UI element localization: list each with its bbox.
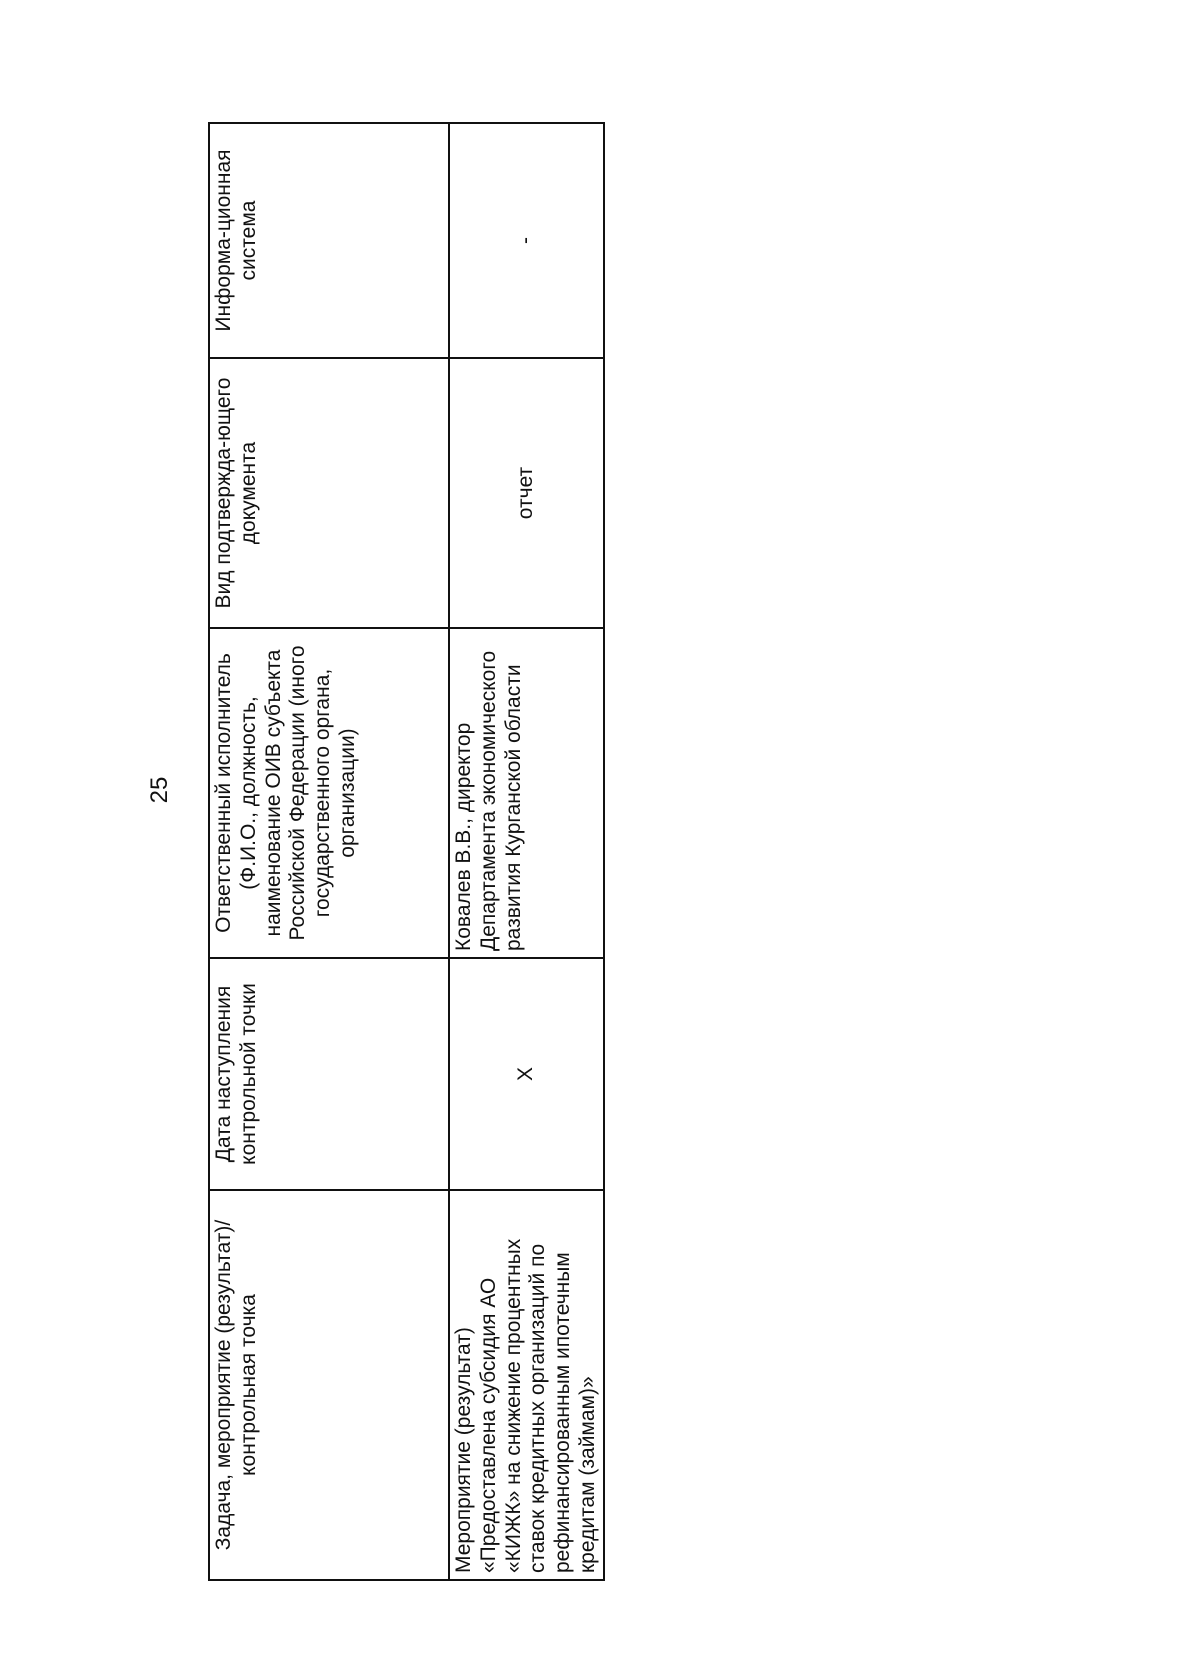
cell-document: отчет [449, 358, 604, 628]
header-date: Дата наступления контрольной точки [209, 958, 449, 1190]
control-points-table-wrapper [208, 124, 599, 1581]
header-system: Информа-ционная система [209, 123, 449, 358]
cell-executor: Ковалев В.В., директор Департамента экономического развития Курганской области [449, 628, 604, 958]
header-task: Задача, мероприятие (результат)/ контрольная точка [209, 1190, 449, 1580]
header-executor: Ответственный исполнитель (Ф.И.О., должность, наименование ОИВ субъекта Российской Федерации (иного государственного органа, организации) [209, 628, 449, 958]
table-row [449, 123, 604, 1580]
control-points-table [208, 122, 605, 1581]
page-number: 25 [146, 776, 173, 804]
cell-date: X [449, 958, 604, 1190]
cell-task: Мероприятие (результат) «Предоставлена субсидия АО «КИЖК» на снижение процентных ставок кредитных организаций по рефинансированным ипотечным кредитам (займам)» [449, 1190, 604, 1580]
table-header-row [209, 123, 449, 1580]
cell-system: - [449, 123, 604, 358]
header-document: Вид подтвержда-ющего документа [209, 358, 449, 628]
